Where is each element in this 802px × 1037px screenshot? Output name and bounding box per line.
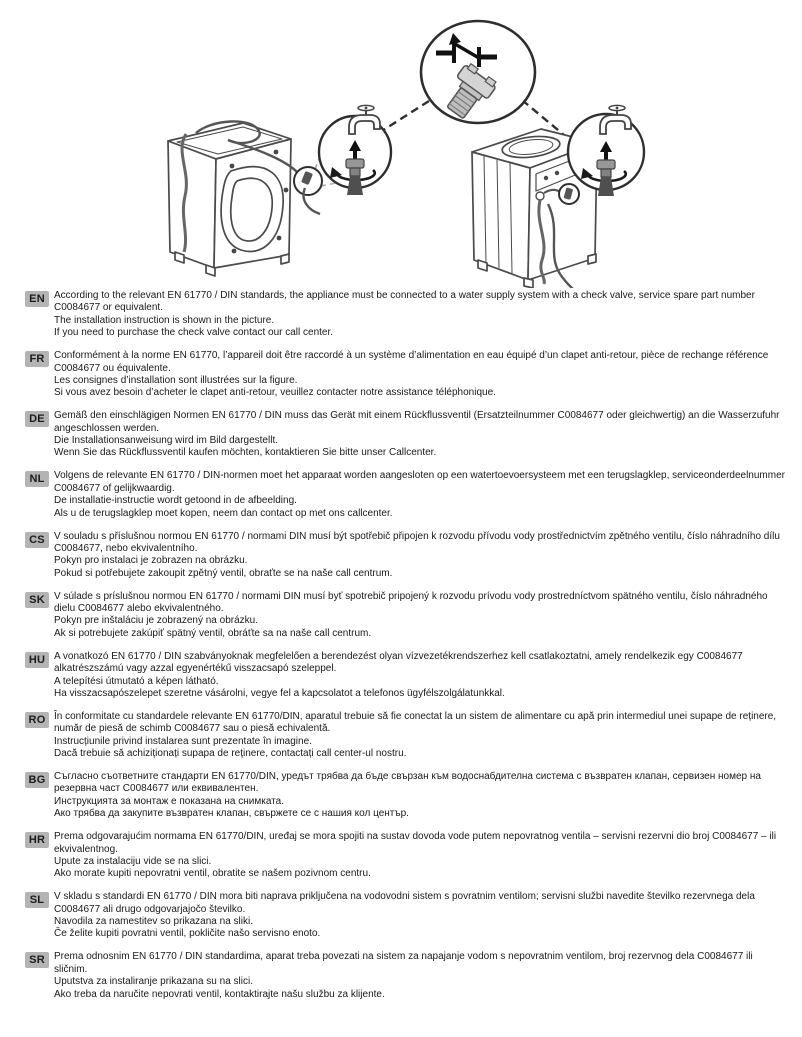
section-hu (25, 651, 786, 701)
language-badge-hr: HR (25, 832, 49, 848)
paragraph-line: De installatie-instructie wordt getoond in de afbeelding. (54, 495, 297, 507)
paragraph-line: Als u de terugslagklep moet kopen, neem dan contact op met ons callcenter. (54, 507, 393, 519)
paragraph-line: If you need to purchase the check valve contact our call center. (54, 327, 334, 339)
section-en (25, 290, 786, 340)
paragraph-line: Ako morate kupiti nepovratni ventil, obratite se našem pozivnom centru. (54, 868, 371, 880)
paragraph-line: Navodila za namestitev so prikazana na sliki. (54, 916, 253, 928)
paragraph-line: Upute za instalaciju vide se na slici. (54, 855, 212, 867)
language-badge-de: DE (25, 411, 49, 427)
language-badge-sr: SR (25, 952, 49, 968)
paragraph-line: Prema odnosnim EN 61770 / DIN standardima, aparat treba povezati na sistem za napajanje vodom s nepovratnim ventilom, broj rezervnog dela C0084677 ili sličnim. (54, 951, 753, 975)
language-badge-nl: NL (25, 471, 49, 487)
paragraph-line: Инструкцията за монтаж е показана на снимката. (54, 795, 284, 807)
paragraph-line: A vonatkozó EN 61770 / DIN szabványoknak megfelelően a berendezést olyan vízvezetékrendszerhez kell csatlakoztatni, amely rendelkezik egy C0084677 alkatrészszámú vagy azzal egyenértékű visszacsapó szeleppel. (54, 650, 743, 675)
paragraph-line: Ak si potrebujete zakúpiť spätný ventil, obráťte sa na naše call centrum. (54, 627, 372, 639)
paragraph-line: Ha visszacsapószelepet szeretne vásárolni, vegye fel a kapcsolatot a telefonos ügyfélszolgálatunkkal. (54, 687, 505, 699)
paragraph-line: Volgens de relevante EN 61770 / DIN-normen moet het apparaat worden aangesloten op een watertoevoersysteem met een terugslagklep, serviceonderdeelnummer C0084677 of gelijkwaardig. (54, 470, 785, 494)
language-badge-hu: HU (25, 652, 49, 668)
section-sl (25, 891, 786, 941)
section-fr (25, 350, 786, 400)
language-badge-fr: FR (25, 351, 49, 367)
paragraph-line: Ako treba da naručite nepovrati ventil, kontaktirajte našu službu za klijente. (54, 988, 385, 1000)
check-valve-connector-left (346, 159, 364, 168)
paragraph-line: Wenn Sie das Rückflussventil kaufen möchten, kontaktieren Sie bitte unser Callcenter. (54, 447, 437, 459)
paragraph-line: V súlade s príslušnou normou EN 61770 / normami DIN musí byť spotrebič pripojený k rozvodu prívodu vody prostredníctvom spätného ventilu, číslo náhradného dielu C0084677 alebo ekvivalentného. (54, 590, 768, 615)
check-valve-connector-right (597, 160, 615, 169)
language-badge-en: EN (25, 291, 49, 307)
check-valve-callout (421, 21, 535, 123)
paragraph-line: Gemäß den einschlägigen Normen EN 61770 / DIN muss das Gerät mit einem Rückflussventil (Ersatzteilnummer C0084677 oder gleichwertig) an die Wasserzufuhr angeschlossen werden. (54, 410, 780, 434)
tap-detail-left (319, 105, 391, 195)
paragraph-line: În conformitate cu standardele relevante EN 61770/DIN, aparatul trebuie să fie conectat la un sistem de alimentare cu apă prin intermediul unei supape de reținere, număr de piesă de schimb C0084677 sau o piesă echivalentă. (54, 710, 777, 735)
language-badge-ro: RO (25, 712, 49, 728)
paragraph-line: V skladu s standardi EN 61770 / DIN mora biti naprava priključena na vodovodni sistem s povratnim ventilom; servisni službi navedite številko rezervnega dela C0084677 ali drugo odgovarjajočo številko. (54, 891, 755, 915)
paragraph-line: Instrucțiunile privind instalarea sunt prezentate în imagine. (54, 735, 312, 747)
installation-figure (0, 0, 802, 288)
section-ro (25, 711, 786, 761)
paragraph-line: Pokyn pre inštaláciu je zobrazený na obrázku. (54, 615, 259, 627)
hose-end-magnifier-left (294, 167, 322, 214)
paragraph-line: V souladu s příslušnou normou EN 61770 / normami DIN musí být spotřebič připojen k rozvodu přívodu vody prostřednictvím zpětného ventilu, číslo náhradního dílu C0084677, nebo ekvivalentního. (54, 530, 780, 554)
section-de (25, 410, 786, 460)
section-sk (25, 591, 786, 641)
section-hr (25, 831, 786, 881)
language-badge-sl: SL (25, 892, 49, 908)
paragraph-line: The installation instruction is shown in the picture. (54, 314, 275, 326)
paragraph-line: Pokyn pro instalaci je zobrazen na obrázku. (54, 555, 248, 567)
paragraph-line: Ако трябва да закупите възвратен клапан, свържете се с нашия кол център. (54, 808, 409, 820)
section-cs (25, 531, 786, 581)
paragraph-line: Če želite kupiti povratni ventil, pokličite našo servisno enoto. (54, 928, 321, 940)
paragraph-line: Dacă trebuie să achiziționați supapa de reținere, contactați call center-ul nostru. (54, 748, 407, 760)
language-badge-sk: SK (25, 592, 49, 608)
paragraph-line: Die Installationsanweisung wird im Bild dargestellt. (54, 435, 278, 447)
section-bg (25, 771, 786, 821)
paragraph-line: Uputstva za instaliranje prikazana su na slici. (54, 976, 253, 988)
language-badge-bg: BG (25, 772, 49, 788)
front-load-washer (168, 121, 297, 276)
paragraph-line: Съгласно съответните стандарти EN 61770/DIN, уредът трябва да бъде свързан към водоснабдителна система с възвратен клапан, сервизен номер на резервна част C0084677 или еквивалентен. (54, 771, 761, 795)
paragraph-line: Les consignes d’installation sont illustrées sur la figure. (54, 374, 298, 386)
paragraph-line: Pokud si potřebujete zakoupit zpětný ventil, obraťte se na naše call centrum. (54, 567, 393, 579)
section-nl (25, 470, 786, 520)
paragraph-line: Prema odgovarajućim normama EN 61770/DIN, uređaj se mora spojiti na sustav dovoda vode putem nepovratnog ventila – servisni rezervni dio broj C0084677 – ili ekvivalentnog. (54, 831, 777, 855)
paragraph-line: Conformément à la norme EN 61770, l’appareil doit être raccordé à un système d’alimentation en eau équipé d’un clapet anti-retour, pièce de rechange référence C0084677 ou équivalente. (54, 350, 769, 374)
section-sr (25, 951, 786, 1001)
installation-diagram (0, 0, 802, 288)
hose-end-magnifier-right (559, 184, 579, 204)
paragraph-line: A telepítési útmutató a képen látható. (54, 675, 219, 687)
language-sections (0, 288, 802, 1001)
paragraph-line: According to the relevant EN 61770 / DIN standards, the appliance must be connected to a water supply system with a check valve, service spare part number C0084677 or equivalent. (54, 290, 755, 314)
paragraph-line: Si vous avez besoin d’acheter le clapet anti-retour, veuillez contacter notre assistance téléphonique. (54, 387, 496, 399)
language-badge-cs: CS (25, 532, 49, 548)
